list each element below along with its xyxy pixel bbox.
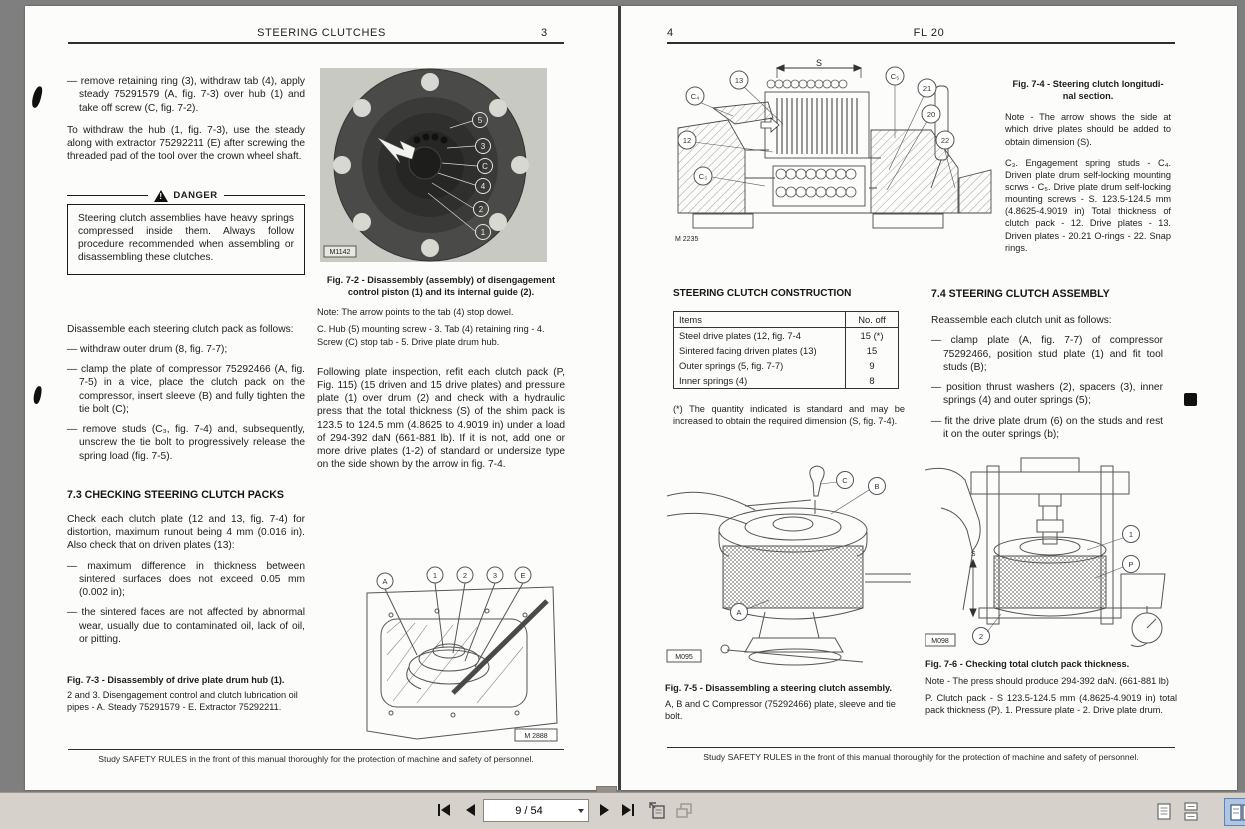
callout: B	[874, 482, 880, 491]
callout: C	[842, 476, 848, 485]
callout: 1	[480, 228, 486, 237]
figure-7-4-note: Note - The arrow shows the side at which drive plates should be added to obtain dimension (S).	[1005, 112, 1171, 147]
figure-7-4-detail: C₃. Engagement spring studs - C₄. Driven plate drum self-locking mounting scrws - C₅. Drive plate drum self-locking mounting screws - S. 123.5-124.5 mm (4.8625-4.9019 in) Total thickness of clutch pack - 12. Drive plates - 13. Driven plates - 20.21 O-rings - 22. Snap rings.	[1005, 157, 1171, 253]
figure-7-3-caption: Fig. 7-3 - Disassembly of drive plate drum hub (1).	[67, 675, 285, 685]
left-page-number: 3	[541, 27, 548, 39]
callout: E	[520, 571, 526, 580]
figure-7-6-note: Note - The press should produce 294-392 daN. (661-881 lb)	[925, 676, 1169, 687]
dimension-label: S	[815, 58, 823, 68]
callout: 3	[492, 571, 498, 580]
first-page-button[interactable]	[432, 798, 456, 822]
callout: 3	[480, 142, 486, 151]
first-page-icon	[438, 804, 441, 816]
figure-7-2-photo	[320, 68, 547, 262]
figure-7-6-detail: P. Clutch pack - S 123.5-124.5 mm (4.8625-4.9019 in) total pack thickness (P). 1. Pressure plate - 2. Drive plate drum.	[925, 693, 1177, 716]
construction-section	[673, 288, 913, 427]
figure-7-5-detail: A, B and C Compressor (75292466) plate, sleeve and tie bolt.	[665, 699, 896, 722]
drawing-id-label: M 2235	[675, 236, 699, 243]
divider	[67, 195, 148, 196]
list-item: — fit the drive plate drum (6) on the studs and rest it on the outer springs (b);	[931, 415, 1163, 440]
divider	[224, 195, 305, 196]
danger-warning	[67, 190, 305, 275]
callout: 5	[477, 116, 483, 125]
construction-heading: STEERING CLUTCH CONSTRUCTION	[673, 288, 852, 299]
list-item: — position thrust washers (2), spacers (3), inner springs (4) and outer springs (5);	[931, 382, 1163, 407]
previous-page-icon	[466, 804, 475, 816]
open-copy-icon	[649, 802, 667, 819]
manual-page-right	[621, 6, 1237, 790]
table-cell: 15	[846, 343, 899, 358]
continuous-view-button[interactable]	[1179, 798, 1203, 824]
section-heading-7-4: 7.4 STEERING CLUTCH ASSEMBLY	[931, 288, 1110, 300]
callout: 2	[478, 205, 484, 214]
paragraph: Following plate inspection, refit each clutch pack (P, Fig. 115) (15 driven and 15 drive plates) and pressure plate (1) over drum (2) and check with a hydraulic press that the total thickness (S) of the shim pack is 123.5 to 124.5 mm (4.8625 to 4.9019 in) under a load of 294-392 daN (661-881 lb). If it is not, add one or more drive plates (1-2) of standard or undersize type on the side shown by the arrow in fig. 7-4.	[317, 366, 565, 471]
danger-text: Steering clutch assemblies have heavy springs compressed inside them. Always follow procedure recommended when assembling or disassembling these clutches.	[67, 204, 305, 275]
paragraph: Reassemble each clutch unit as follows:	[931, 315, 1112, 326]
table-footnote: (*) The quantity indicated is standard and may be increased to obtain the required dimension (S, fig. 7-4).	[673, 404, 905, 427]
section-7-4	[931, 288, 1163, 448]
drawing-id-label: M 2888	[524, 733, 548, 740]
callout: 1	[1128, 530, 1134, 539]
table-cell: 15 (*)	[846, 328, 899, 344]
table-cell: Steel drive plates (12, fig. 7-4	[679, 330, 801, 341]
callout: 1	[432, 571, 438, 580]
page-number-combobox[interactable]	[483, 799, 589, 822]
right-page-header-title: FL 20	[913, 27, 945, 39]
next-page-icon	[600, 804, 609, 816]
table-header: No. off	[846, 312, 899, 328]
list-item: — withdraw outer drum (8, fig. 7-7);	[67, 343, 228, 355]
dual-page-view-icon	[1230, 804, 1245, 821]
callout: 4	[480, 182, 486, 191]
figure-7-6-caption: Fig. 7-6 - Checking total clutch pack thickness.	[925, 659, 1130, 669]
list-item: — remove studs (C₃, fig. 7-4) and, subsequently, unscrew the tie bolt to progressively release the spring load (fig. 7-5).	[67, 424, 305, 462]
callout: C₅	[890, 72, 900, 81]
header-rule	[68, 42, 564, 44]
list-item: — clamp plate (A, fig. 7-7) of compressor 75292466, position stud plate (1) and fit tool studs (B);	[931, 335, 1163, 373]
last-page-button[interactable]	[616, 798, 640, 822]
figure-7-6-caption-block	[925, 658, 1177, 717]
combobox-dropdown-button[interactable]	[574, 800, 588, 821]
table-header: Items	[674, 312, 846, 328]
callout: 21	[922, 84, 932, 93]
list-item: — the sintered faces are not affected by abnormal wear, usually due to contaminated oil, lack of oil, or pitting.	[67, 607, 305, 645]
manual-page-left	[25, 6, 618, 790]
callout: 2	[462, 571, 468, 580]
table-cell: Sintered facing driven plates (13)	[679, 345, 817, 356]
footer-rule	[68, 749, 564, 750]
footer-safety-note: Study SAFETY RULES in the front of this manual thoroughly for the protection of machine and safety of personnel.	[98, 754, 534, 764]
single-page-view-button[interactable]	[1152, 798, 1176, 824]
viewer-toolbar	[0, 792, 1245, 829]
callout: A	[736, 608, 742, 617]
footer-rule	[667, 747, 1175, 748]
duplicate-view-icon	[675, 802, 693, 819]
continuous-view-icon	[1184, 802, 1198, 821]
figure-7-3-detail: 2 and 3. Disengagement control and clutch lubrication oil pipes - A. Steady 75291579 - E. Extractor 75292211.	[67, 690, 298, 713]
figure-7-3-drawing	[357, 563, 564, 745]
figure-7-2-detail: C. Hub (5) mounting screw - 3. Tab (4) retaining ring - 4. Screw (C) stop tab - 5. Drive plate drum hub.	[317, 324, 545, 347]
list-item: — maximum difference in thickness between sintered surfaces does not exceed 0.05 mm (0.002 in);	[67, 560, 305, 598]
table-cell: Inner springs (4)	[679, 375, 748, 386]
callout: P	[1128, 560, 1134, 569]
section-heading-7-3: 7.3 CHECKING STEERING CLUTCH PACKS	[67, 488, 284, 501]
next-page-button[interactable]	[592, 798, 616, 822]
drawing-id-label: M098	[931, 638, 949, 645]
callout: S	[970, 549, 976, 558]
chevron-down-icon	[578, 809, 584, 813]
table-row	[674, 358, 899, 373]
previous-page-button[interactable]	[458, 798, 482, 822]
left-page-column-2	[317, 274, 565, 472]
last-page-icon	[622, 804, 631, 816]
table-row	[674, 373, 899, 389]
open-copy-button[interactable]	[646, 798, 670, 822]
paragraph: To withdraw the hub (1, fig. 7-3), use the steady along with extractor 75292211 (E) after screwing the threaded pad of the tool over the crown wheel shaft.	[67, 124, 305, 163]
figure-7-4-caption-line1: Fig. 7-4 - Steering clutch longitudi-	[1012, 79, 1164, 89]
page-gutter	[618, 6, 621, 790]
table-cell: Outer springs (5, fig. 7-7)	[679, 360, 784, 371]
figure-7-2-caption: Fig. 7-2 - Disassembly (assembly) of disengagement control piston (1) and its internal guide (2).	[326, 275, 556, 298]
scan-artifact	[1184, 393, 1197, 406]
callout: 12	[682, 136, 692, 145]
dual-page-view-button[interactable]	[1224, 798, 1245, 826]
left-page-header-title: STEERING CLUTCHES	[257, 27, 386, 39]
figure-7-4-caption-block	[1005, 78, 1171, 254]
paragraph: — remove retaining ring (3), withdraw tab (4), apply steady 75291579 (A, fig. 7-3) over hub (1) and take off screw (C, fig. 7-2).	[67, 76, 305, 114]
figure-7-5-caption-block	[665, 682, 915, 722]
page-number-input[interactable]	[484, 805, 574, 817]
table-cell: 8	[846, 373, 899, 389]
figure-7-5-drawing	[665, 454, 912, 670]
callout: C₄	[690, 92, 700, 101]
table-row	[674, 328, 899, 344]
figure-7-6-drawing	[925, 448, 1175, 648]
callout: A	[382, 577, 388, 586]
header-rule	[667, 42, 1175, 44]
left-page-column-1	[67, 68, 305, 713]
callout: C₃	[698, 172, 708, 181]
callout: 2	[978, 632, 984, 641]
construction-table	[673, 311, 899, 389]
table-row	[674, 343, 899, 358]
figure-7-4-caption-line2: nal section.	[1062, 91, 1114, 102]
list-item: — clamp the plate of compressor 75292466 (A, fig. 7-5) in a vice, place the clutch pack on the compressor, insert sleeve (B) and fully tighten the tie bolt (C);	[67, 364, 305, 415]
right-page-number: 4	[667, 27, 674, 39]
figure-7-2-note: Note: The arrow points to the tab (4) stop dowel.	[317, 307, 514, 318]
figure-7-5-caption: Fig. 7-5 - Disassembling a steering clutch assembly.	[665, 683, 893, 693]
photo-id-label: M1142	[329, 249, 351, 256]
figure-7-4-drawing	[673, 58, 993, 244]
callout: 22	[940, 136, 950, 145]
footer-safety-note: Study SAFETY RULES in the front of this manual thoroughly for the protection of machine and safety of personnel.	[703, 752, 1139, 762]
warning-triangle-icon	[154, 190, 168, 202]
paragraph: Check each clutch plate (12 and 13, fig. 7-4) for distortion, maximum runout being 4 mm (0.016 in). Also check that on driven plates (13):	[67, 513, 305, 552]
single-page-view-icon	[1157, 803, 1171, 820]
callout: 13	[734, 76, 744, 85]
drawing-id-label: M095	[675, 654, 693, 661]
callout: 20	[926, 110, 936, 119]
callout: C	[482, 162, 488, 171]
table-cell: 9	[846, 358, 899, 373]
danger-label: DANGER	[173, 190, 218, 201]
duplicate-view-button[interactable]	[672, 798, 696, 822]
paragraph: Disassemble each steering clutch pack as follows:	[67, 323, 294, 335]
